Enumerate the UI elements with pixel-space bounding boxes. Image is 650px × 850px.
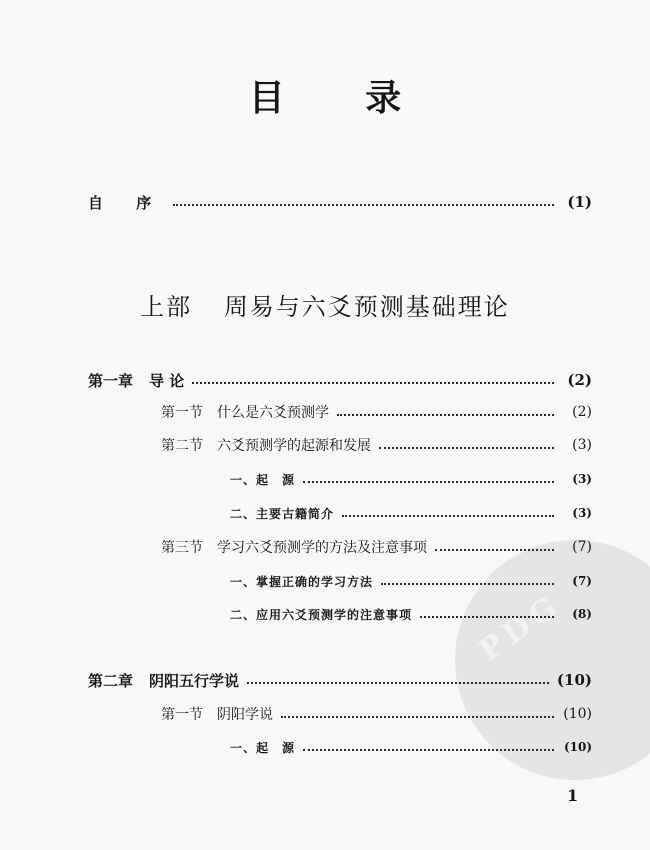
watermark-text: PDG: [472, 586, 569, 669]
chapter-title: 阴阳五行学说: [149, 671, 240, 690]
toc-page: (1): [567, 193, 592, 211]
section-number: 第三节: [161, 540, 203, 556]
toc-label: [161, 402, 329, 422]
toc-label: [88, 370, 184, 391]
toc-label: 一、掌握正确的学习方法: [230, 574, 374, 589]
toc-entry-section[interactable]: [161, 434, 592, 456]
toc-page: (7): [572, 539, 592, 555]
toc-entry-subsection[interactable]: [230, 468, 592, 490]
toc-entry-section[interactable]: [161, 401, 592, 423]
section-title: 阴阳学说: [217, 707, 273, 723]
toc-page: (3): [572, 472, 592, 486]
toc-page: (2): [572, 404, 592, 420]
toc-label: 自 序: [88, 193, 166, 212]
toc-label: 二、应用六爻预测学的注意事项: [230, 607, 413, 622]
toc-page: (3): [572, 506, 592, 520]
toc-page: (10): [556, 671, 592, 689]
dot-leader: [192, 382, 554, 384]
toc-label: [161, 537, 427, 557]
toc-page: (10): [563, 740, 592, 754]
toc-page: (7): [572, 574, 592, 588]
section-title: 六爻预测学的起源和发展: [217, 438, 371, 454]
dot-leader: [420, 616, 554, 618]
toc-entry-chapter-2[interactable]: [88, 669, 592, 691]
page-title: 目 录: [248, 77, 436, 119]
dot-leader: [381, 583, 554, 585]
dot-leader: [281, 716, 554, 718]
toc-entry-preface[interactable]: [88, 191, 592, 213]
chapter-number: 第二章: [88, 671, 134, 690]
chapter-number: 第一章: [88, 371, 134, 390]
toc-entry-subsection[interactable]: [230, 603, 592, 625]
dot-leader: [379, 447, 554, 449]
toc-page: (8): [572, 607, 592, 621]
section-number: 第一节: [161, 707, 203, 723]
section-number: 第二节: [161, 438, 203, 454]
toc-page: (2): [567, 371, 592, 389]
toc-label: [88, 670, 239, 691]
toc-entry-subsection[interactable]: [230, 570, 592, 592]
toc-entry-section[interactable]: [161, 703, 592, 725]
part-number: 上部: [140, 293, 193, 321]
toc-label: 一、起 源: [230, 472, 296, 487]
toc-entry-subsection[interactable]: [230, 502, 592, 524]
chapter-title: 导 论: [149, 371, 185, 390]
toc-label: [161, 704, 273, 724]
toc-page: (3): [572, 437, 592, 453]
section-number: 第一节: [161, 405, 203, 421]
dot-leader: [342, 515, 554, 517]
section-title: 学习六爻预测学的方法及注意事项: [217, 540, 427, 556]
section-title: 什么是六爻预测学: [217, 405, 329, 421]
dot-leader: [303, 749, 554, 751]
toc-entry-chapter-1[interactable]: [88, 369, 592, 391]
dot-leader: [173, 204, 554, 206]
toc-entry-subsection[interactable]: [230, 736, 592, 758]
part-title: [0, 287, 650, 322]
part-name: 周易与六爻预测基础理论: [223, 293, 510, 321]
toc-entry-section[interactable]: [161, 536, 592, 558]
dot-leader: [435, 549, 554, 551]
toc-label: 一、起 源: [230, 740, 296, 755]
dot-leader: [337, 414, 554, 416]
dot-leader: [303, 481, 554, 483]
toc-label: 二、主要古籍简介: [230, 506, 335, 521]
dot-leader: [247, 682, 549, 684]
toc-page: (10): [563, 706, 592, 722]
page-number: 1: [567, 786, 579, 805]
toc-label: [161, 435, 371, 455]
